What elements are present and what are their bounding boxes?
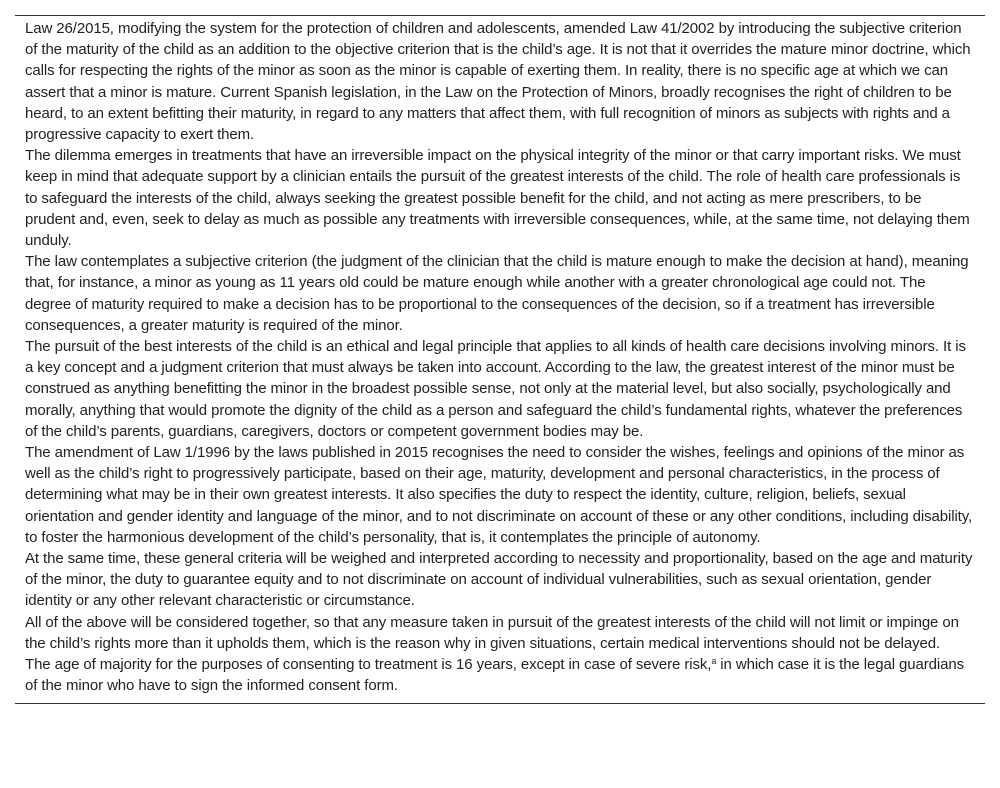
paragraph-considered-together: All of the above will be considered together, so that any measure taken in pursuit of the greatest interests of the child will not limit or impinge on the child’s rights more than it upholds them, which is the reason why in given situations, certain medical interventions should not be delayed. — [25, 613, 959, 652]
paragraph-amendment-law-1-1996: The amendment of Law 1/1996 by the laws published in 2015 recognises the need to consider the wishes, feelings and opinions of the minor as well as the child’s right to progressively participate, based on their age, maturity, development and personal characteristics, in the process of determining what may be in their own greatest interests. It also specifies the duty to respect the identity, culture, religion, beliefs, sexual orientation and gender identity and language of the minor, and to not discriminate on account of these or any other conditions, including disability, to foster the harmonious development of the child’s personality, that is, it contemplates the principle of autonomy. — [25, 444, 973, 546]
age-of-majority-text-before: The age of majority for the purposes of consenting to treatment is 16 years, except in case of severe risk, — [25, 656, 712, 674]
table-cell — [15, 16, 985, 703]
paragraph-general-criteria: At the same time, these general criteria will be weighed and interpreted according to necessity and proportionality, based on the age and maturity of the minor, the duty to guarantee equity and to not discriminate on account of individual vulnerabilities, such as sexual orientation, gender identity or any other relevant characteristic or circumstance. — [25, 550, 973, 610]
age-of-majority-text-after: in which case it is the legal guardians of the minor who have to sign the informed consent form. — [25, 656, 965, 695]
paragraph-best-interests: The pursuit of the best interests of the child is an ethical and legal principle that applies to all kinds of health care decisions involving minors. It is a key concept and a judgment criterion that must always be taken into account. According to the law, the greatest interest of the minor must be construed as anything benefitting the minor in the broadest possible sense, not only at the material level, but also socially, psychologically and morally, anything that would promote the dignity of the child as a person and safeguard the child’s fundamental rights, whatever the preferences of the child’s parents, guardians, caregivers, doctors or competent government bodies may be. — [25, 338, 966, 440]
paragraph-age-of-majority — [25, 654, 975, 701]
footnote-marker[interactable]: a — [711, 656, 717, 667]
paragraph-dilemma: The dilemma emerges in treatments that have an irreversible impact on the physical integrity of the minor or that carry important risks. We must keep in mind that adequate support by a clinician entails the pursuit of the greatest interests of the child. The role of health care professionals is to safeguard the interests of the child, always seeking the greatest possible benefit for the child, and not acting as mere prescribers, to be prudent and, even, seek to delay as much as possible any treatments with irreversible consequences, while, at the same time, not delaying them unduly. — [25, 147, 970, 250]
paragraph-law-26-2015: Law 26/2015, modifying the system for the protection of children and adolescents, amended Law 41/2002 by introducing the subjective criterion of the maturity of the child as an addition to the objective criterion that is the child’s age. It is not that it overrides the mature minor doctrine, which calls for respecting the rights of the minor as soon as the minor is capable of exerting them. In reality, there is no specific age at which we can assert that a minor is mature. Current Spanish legislation, in the Law on the Protection of Minors, broadly recognises the right of children to be heard, to an extent befitting their maturity, in regard to any matters that affect them, with full recognition of minors as subjects with rights and a progressive capacity to exert them. — [25, 20, 971, 144]
paragraph-subjective-criterion: The law contemplates a subjective criterion (the judgment of the clinician that the child is mature enough to make the decision at hand), meaning that, for instance, a minor as young as 11 years old could be mature enough while another with a greater chronological age could not. The degree of maturity required to make a decision has to be proportional to the consequences of the decision, so if a treatment has irreversible consequences, a greater maturity is required of the minor. — [25, 253, 969, 334]
text-table — [15, 15, 985, 704]
